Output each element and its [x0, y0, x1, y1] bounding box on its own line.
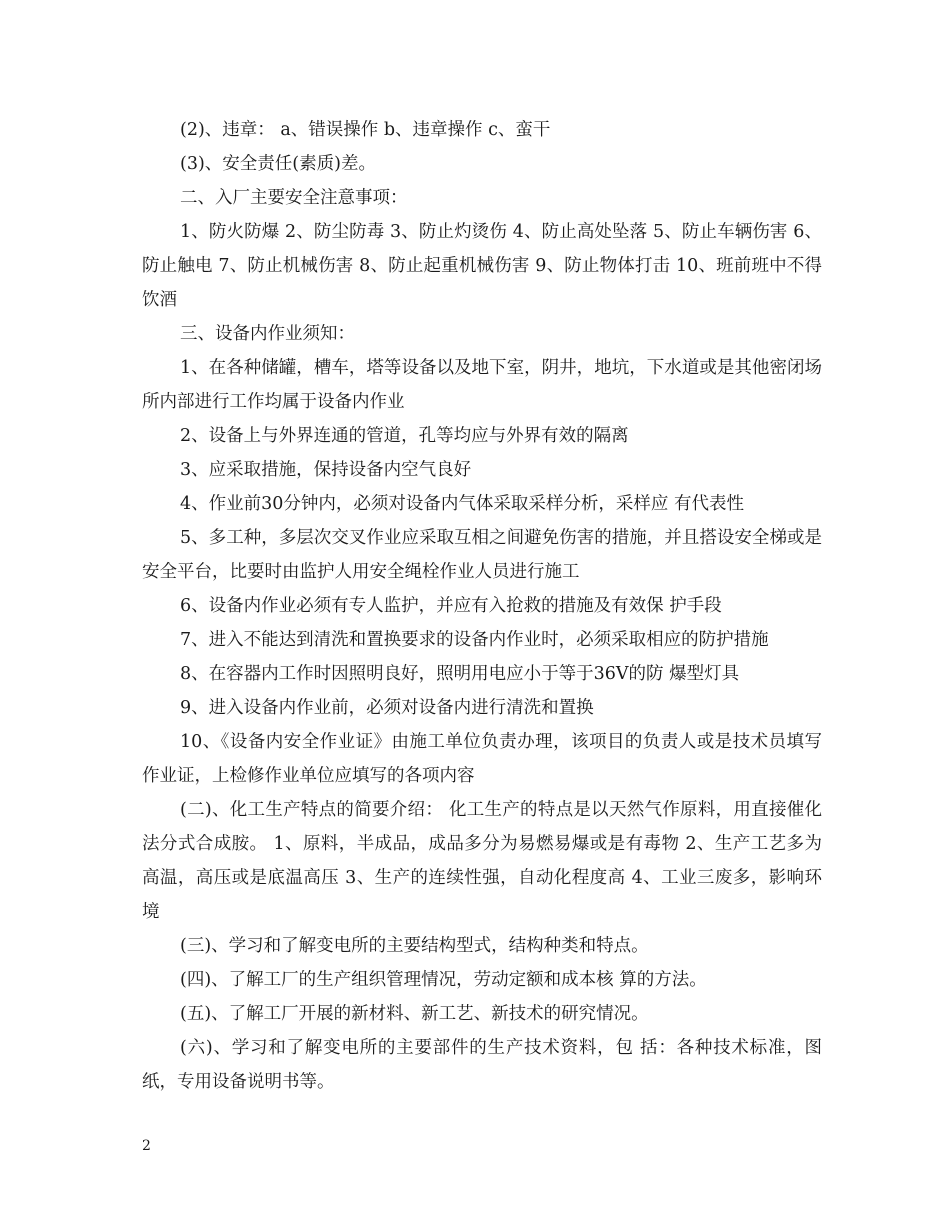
- section-heading: 三、设备内作业须知：: [180, 324, 355, 344]
- paragraph: 5、多工种，多层次交叉作业应采取互相之间避免伤害的措施，并且搭设安全梯或是安全平台，比要时由监护人用安全绳栓作业人员进行施工: [142, 528, 822, 582]
- paragraph: (五)、了解工厂开展的新材料、新工艺、新技术的研究情况。: [180, 1004, 649, 1024]
- paragraph: (三)、学习和了解变电所的主要结构型式，结构种类和特点。: [180, 936, 649, 956]
- paragraph: 4、作业前30分钟内，必须对设备内气体采取采样分析，采样应 有代表性: [180, 494, 744, 514]
- paragraph: (六)、学习和了解变电所的主要部件的生产技术资料，包 括：各种技术标准，图纸，专用设备说明书等。: [142, 1038, 822, 1092]
- paragraph: 3、应采取措施，保持设备内空气良好: [180, 460, 472, 480]
- paragraph: 8、在容器内工作时因照明良好，照明用电应小于等于36V的防 爆型灯具: [180, 664, 740, 684]
- paragraph: 10、《设备内安全作业证》由施工单位负责办理，该项目的负责人或是技术员填写作业证，上检修作业单位应填写的各项内容: [142, 732, 822, 786]
- section-heading: 二、入厂主要安全注意事项：: [180, 188, 408, 208]
- paragraph: (二)、化工生产特点的简要介绍： 化工生产的特点是以天然气作原料，用直接催化法分式合成胺。 1、原料，半成品，成品多分为易燃易爆或是有毒物 2、生产工艺多为高温，高压或是底温高压 3、生产的连续性强，自动化程度高 4、工业三废多，影响环境: [142, 800, 822, 922]
- paragraph: 1、在各种储罐，槽车，塔等设备以及地下室，阴井，地坑，下水道或是其他密闭场所内部进行工作均属于设备内作业: [142, 358, 822, 412]
- page-number: 2: [142, 1138, 151, 1154]
- paragraph: (四)、了解工厂的生产组织管理情况，劳动定额和成本核 算的方法。: [180, 970, 707, 990]
- document-body: [142, 113, 822, 1099]
- paragraph: (3)、安全责任(素质)差。: [180, 154, 376, 174]
- paragraph: 1、防火防爆 2、防尘防毒 3、防止灼烫伤 4、防止高处坠落 5、防止车辆伤害 6、防止触电 7、防止机械伤害 8、防止起重机械伤害 9、防止物体打击 10、班前班中不得饮酒: [142, 222, 822, 310]
- paragraph: 2、设备上与外界连通的管道，孔等均应与外界有效的隔离: [180, 426, 629, 446]
- paragraph: 9、进入设备内作业前，必须对设备内进行清洗和置换: [180, 698, 594, 718]
- paragraph: 7、进入不能达到清洗和置换要求的设备内作业时，必须采取相应的防护措施: [180, 630, 769, 650]
- paragraph: (2)、违章： a、错误操作 b、违章操作 c、蛮干: [180, 120, 551, 140]
- paragraph: 6、设备内作业必须有专人监护，并应有入抢救的措施及有效保 护手段: [180, 596, 722, 616]
